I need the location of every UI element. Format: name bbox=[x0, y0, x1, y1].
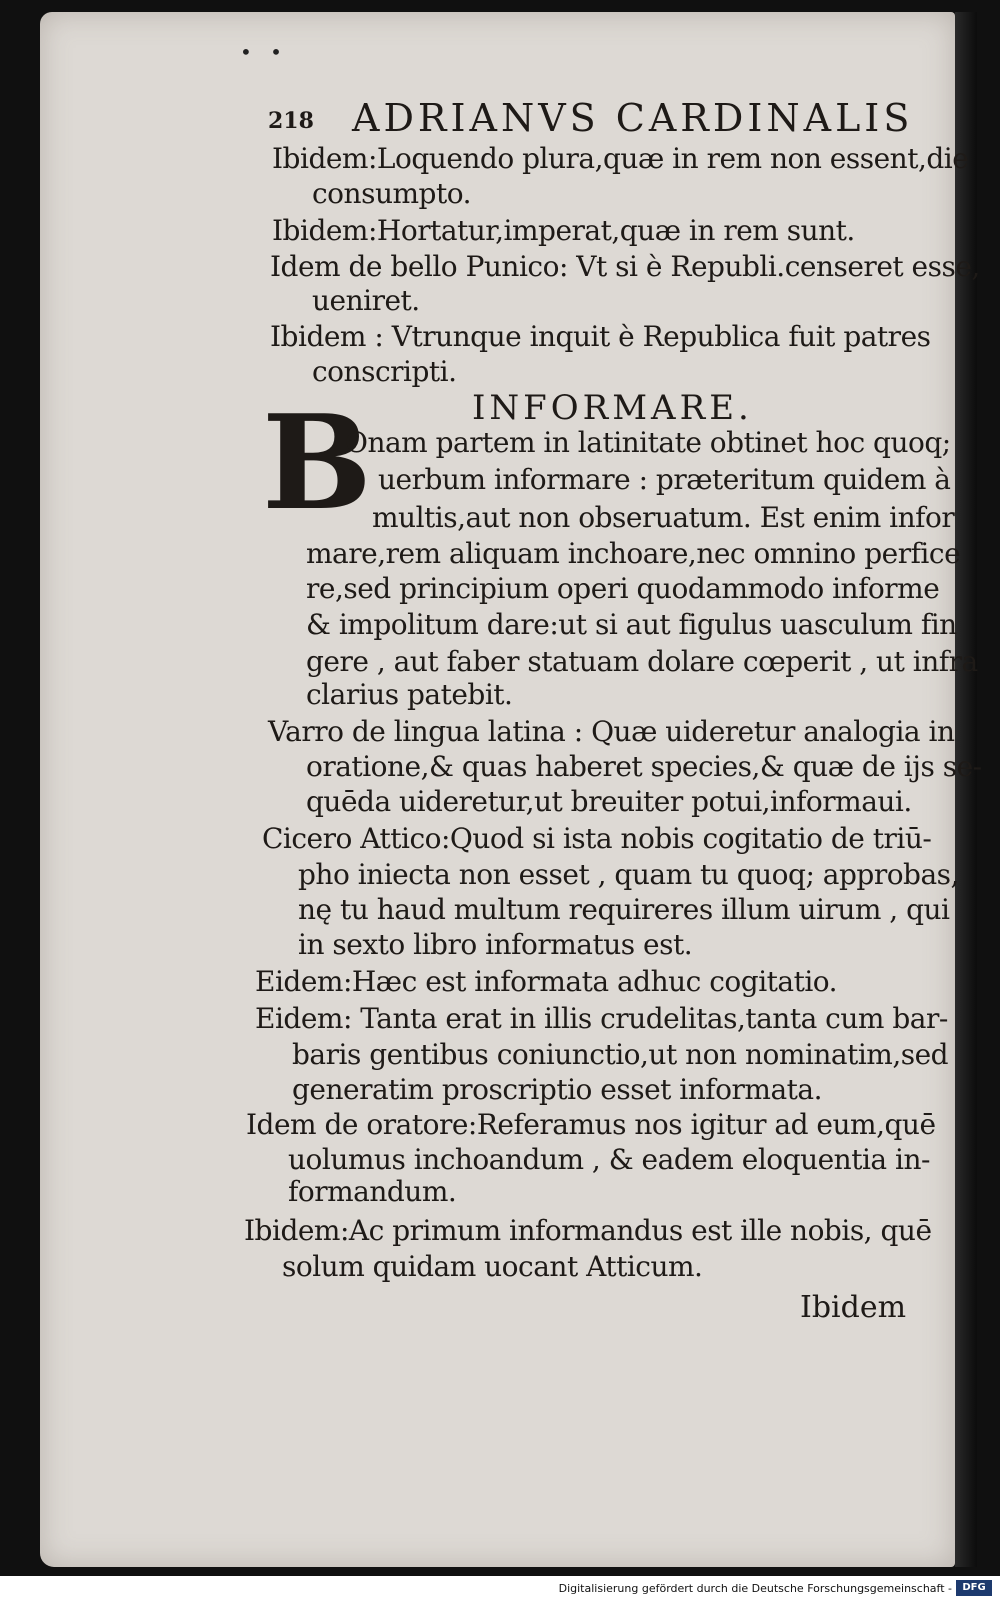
section-heading: INFORMARE. bbox=[472, 388, 753, 428]
text-line: pho iniecta non esset , quam tu quoq; approbas, bbox=[298, 858, 959, 891]
page-number: 218 bbox=[268, 108, 314, 134]
text-line: mare,rem aliquam inchoare,nec omnino perfice bbox=[306, 537, 961, 570]
drop-capital: B bbox=[262, 386, 372, 539]
text-line: Onam partem in latinitate obtinet hoc quoq; bbox=[345, 426, 951, 459]
text-line: uolumus inchoandum , & eadem eloquentia in- bbox=[288, 1143, 930, 1176]
text-line: Eidem:Hæc est informata adhuc cogitatio. bbox=[255, 965, 838, 998]
footer-credit: Digitalisierung gefördert durch die Deutsche Forschungsgemeinschaft - bbox=[558, 1582, 952, 1595]
text-line: consumpto. bbox=[312, 177, 471, 210]
text-line: solum quidam uocant Atticum. bbox=[282, 1250, 703, 1283]
text-line: clarius patebit. bbox=[306, 678, 513, 711]
text-line: Varro de lingua latina : Quæ uideretur analogia in bbox=[268, 715, 955, 748]
text-line: ueniret. bbox=[312, 284, 420, 317]
text-line: baris gentibus coniunctio,ut non nominatim,sed bbox=[292, 1038, 949, 1071]
text-line: Ibidem:Hortatur,imperat,quæ in rem sunt. bbox=[272, 214, 855, 247]
text-line: formandum. bbox=[288, 1175, 457, 1208]
text-line: oratione,& quas haberet species,& quæ de ijs se- bbox=[306, 750, 982, 783]
text-line: Idem de oratore:Referamus nos igitur ad eum,quē bbox=[246, 1108, 936, 1141]
text-line: conscripti. bbox=[312, 355, 457, 388]
text-line: Ibidem : Vtrunque inquit è Republica fuit patres bbox=[270, 320, 931, 353]
text-line: Cicero Attico:Quod si ista nobis cogitatio de triū- bbox=[262, 822, 932, 855]
text-line: nę tu haud multum requireres illum uirum , qui bbox=[298, 893, 950, 926]
text-line: & impolitum dare:ut si aut figulus uasculum fin bbox=[306, 608, 957, 641]
dfg-logo: DFG bbox=[956, 1580, 992, 1596]
text-line: Idem de bello Punico: Vt si è Republi.censeret esse, bbox=[270, 250, 980, 283]
text-line: Ibidem:Loquendo plura,quæ in rem non essent,die bbox=[272, 142, 969, 175]
ink-marks: • • bbox=[240, 40, 288, 64]
text-line: multis,aut non obseruatum. Est enim infor bbox=[372, 501, 955, 534]
text-line: in sexto libro informatus est. bbox=[298, 928, 693, 961]
running-head: ADRIANVS CARDINALIS bbox=[352, 96, 914, 140]
text-line: generatim proscriptio esset informata. bbox=[292, 1073, 822, 1106]
text-line: gere , aut faber statuam dolare cœperit , ut infra bbox=[306, 645, 978, 678]
text-line: quēda uideretur,ut breuiter potui,informaui. bbox=[306, 785, 912, 818]
text-line: re,sed principium operi quodammodo informe bbox=[306, 572, 940, 605]
catchword: Ibidem bbox=[800, 1290, 907, 1325]
text-line: Ibidem:Ac primum informandus est ille nobis, quē bbox=[244, 1214, 932, 1247]
book-edge bbox=[955, 12, 977, 1567]
text-line: uerbum informare : præteritum quidem à bbox=[378, 463, 951, 496]
text-line: Eidem: Tanta erat in illis crudelitas,tanta cum bar- bbox=[255, 1002, 948, 1035]
